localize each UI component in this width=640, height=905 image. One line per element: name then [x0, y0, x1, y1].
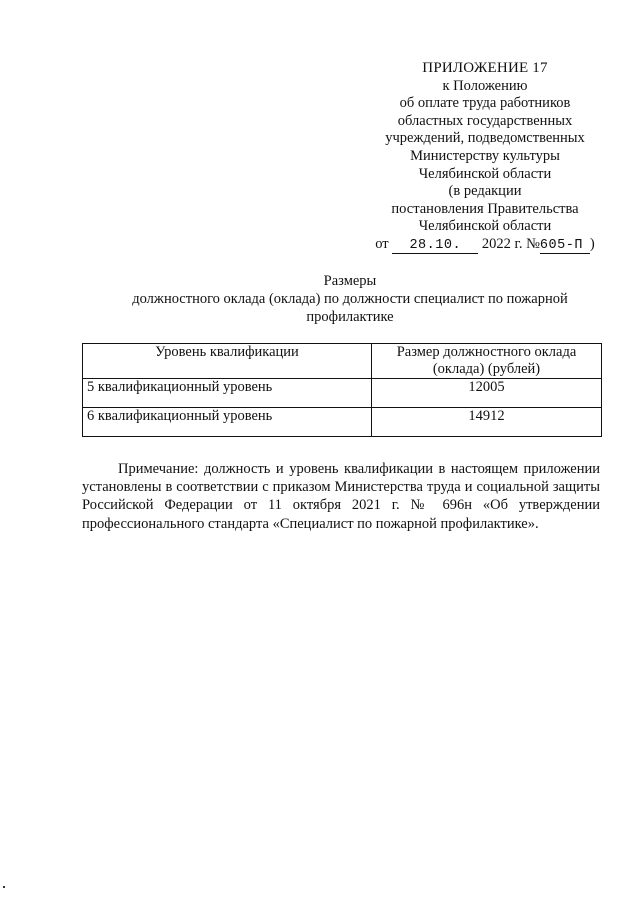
- salary-cell: 12005: [372, 379, 602, 408]
- resolution-date-line: [360, 236, 610, 254]
- level-cell: 6 квалификационный уровень: [83, 408, 372, 437]
- table-row: [83, 408, 602, 437]
- appendix-block: [360, 60, 610, 254]
- heading-subtitle-cont: профилактике: [306, 309, 394, 325]
- table-header-row: [83, 344, 602, 379]
- heading-subtitle: должностного оклада (оклада) по должности специалист по пожарной: [132, 291, 568, 307]
- note-paragraph: Примечание: должность и уровень квалификации в настоящем приложении установлены в соответствии с приказом Министерства труда и социальной защиты Российской Федерации от 11 октября 2021 г. № 696н «Об утверждении профессионального стандарта «Специалист по пожарной профилактике».: [82, 461, 600, 532]
- date-prefix: от: [375, 235, 389, 252]
- appendix-line-9: Челябинской области: [418, 218, 552, 235]
- appendix-line-5: Министерству культуры: [410, 147, 560, 164]
- salary-table: [82, 343, 602, 437]
- appendix-line-8: постановления Правительства: [391, 200, 579, 217]
- appendix-line-6: Челябинской области: [418, 165, 552, 182]
- document-heading: [60, 272, 640, 326]
- resolution-year: 2022 г. №: [481, 235, 540, 252]
- appendix-line-1: к Положению: [442, 77, 528, 94]
- column-header-level: Уровень квалификации: [83, 344, 372, 379]
- scan-speck: [3, 886, 5, 888]
- appendix-line-2: об оплате труда работников: [399, 95, 571, 112]
- appendix-line-7: (в редакции: [448, 183, 522, 200]
- appendix-title: ПРИЛОЖЕНИЕ 17: [422, 60, 548, 76]
- heading-title: Размеры: [323, 273, 377, 289]
- appendix-line-3: областных государственных: [397, 112, 573, 129]
- appendix-line-4: учреждений, подведомственных: [385, 130, 585, 147]
- column-header-salary: Размер должностного оклада (оклада) (рублей): [372, 344, 602, 379]
- closing-paren: ): [589, 235, 595, 252]
- resolution-number: 605-П: [540, 239, 590, 254]
- salary-cell: 14912: [372, 408, 602, 437]
- table-row: [83, 379, 602, 408]
- resolution-date: 28.10.: [392, 239, 478, 254]
- level-cell: 5 квалификационный уровень: [83, 379, 372, 408]
